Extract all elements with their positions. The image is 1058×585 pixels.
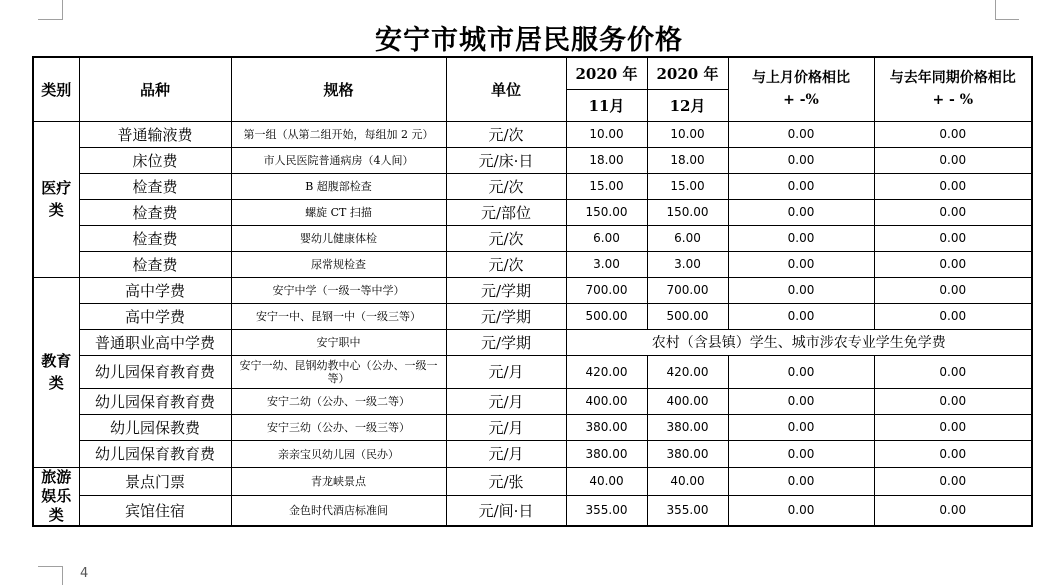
page-number: 4 xyxy=(80,566,89,581)
header-yoy xyxy=(874,57,1032,121)
table-row xyxy=(33,414,1032,440)
nov-price-cell: 18.00 xyxy=(566,147,647,173)
nov-price-cell: 6.00 xyxy=(566,225,647,251)
unit-cell: 元/次 xyxy=(446,251,566,277)
item-cell: 幼儿园保育教育费 xyxy=(79,355,231,388)
header-variety: 品种 xyxy=(79,57,231,121)
table-row xyxy=(33,329,1032,355)
header-category: 类别 xyxy=(33,57,79,121)
table-row xyxy=(33,121,1032,147)
table-row xyxy=(33,303,1032,329)
spec-cell: 安宁二幼（公办、一级二等） xyxy=(231,388,446,414)
yoy-cell: 0.00 xyxy=(874,355,1032,388)
spec-cell: 安宁一中、昆钢一中（一级三等） xyxy=(231,303,446,329)
item-cell: 检查费 xyxy=(79,225,231,251)
item-cell: 床位费 xyxy=(79,147,231,173)
mom-cell: 0.00 xyxy=(728,225,874,251)
yoy-cell: 0.00 xyxy=(874,147,1032,173)
spec-cell: 婴幼儿健康体检 xyxy=(231,225,446,251)
mom-cell: 0.00 xyxy=(728,277,874,303)
spec-cell: 安宁一幼、昆钢幼教中心（公办、一级一等） xyxy=(231,355,446,388)
spec-cell: B 超腹部检查 xyxy=(231,173,446,199)
yoy-cell: 0.00 xyxy=(874,121,1032,147)
mom-cell: 0.00 xyxy=(728,355,874,388)
dec-price-cell: 6.00 xyxy=(647,225,728,251)
header-month-1: 11月 xyxy=(566,89,647,121)
crop-mark xyxy=(995,0,996,20)
unit-cell: 元/床·日 xyxy=(446,147,566,173)
unit-cell: 元/月 xyxy=(446,440,566,467)
header-unit: 单位 xyxy=(446,57,566,121)
item-cell: 幼儿园保教费 xyxy=(79,414,231,440)
unit-cell: 元/月 xyxy=(446,388,566,414)
item-cell: 高中学费 xyxy=(79,303,231,329)
table-row xyxy=(33,147,1032,173)
mom-cell: 0.00 xyxy=(728,467,874,495)
yoy-cell: 0.00 xyxy=(874,199,1032,225)
unit-cell: 元/月 xyxy=(446,414,566,440)
table-row xyxy=(33,225,1032,251)
unit-cell: 元/学期 xyxy=(446,329,566,355)
header-year-1: 2020 年 xyxy=(566,57,647,89)
nov-price-cell: 420.00 xyxy=(566,355,647,388)
mom-cell: 0.00 xyxy=(728,303,874,329)
header-mom-unit: + -% xyxy=(783,92,819,109)
nov-price-cell: 15.00 xyxy=(566,173,647,199)
yoy-cell: 0.00 xyxy=(874,388,1032,414)
dec-price-cell: 3.00 xyxy=(647,251,728,277)
yoy-cell: 0.00 xyxy=(874,173,1032,199)
table-row xyxy=(33,199,1032,225)
item-cell: 幼儿园保育教育费 xyxy=(79,388,231,414)
dec-price-cell: 355.00 xyxy=(647,495,728,526)
item-cell: 检查费 xyxy=(79,173,231,199)
spec-cell: 亲亲宝贝幼儿园（民办） xyxy=(231,440,446,467)
spec-cell: 市人民医院普通病房（4人间） xyxy=(231,147,446,173)
unit-cell: 元/次 xyxy=(446,173,566,199)
table-row xyxy=(33,173,1032,199)
spec-cell: 尿常规检查 xyxy=(231,251,446,277)
unit-cell: 元/学期 xyxy=(446,277,566,303)
spec-cell: 安宁三幼（公办、一级三等） xyxy=(231,414,446,440)
yoy-cell: 0.00 xyxy=(874,277,1032,303)
dec-price-cell: 15.00 xyxy=(647,173,728,199)
dec-price-cell: 10.00 xyxy=(647,121,728,147)
category-tourism: 旅游娱乐类 xyxy=(33,467,79,526)
dec-price-cell: 500.00 xyxy=(647,303,728,329)
item-cell: 普通职业高中学费 xyxy=(79,329,231,355)
nov-price-cell: 500.00 xyxy=(566,303,647,329)
nov-price-cell: 400.00 xyxy=(566,388,647,414)
mom-cell: 0.00 xyxy=(728,388,874,414)
item-cell: 高中学费 xyxy=(79,277,231,303)
crop-mark xyxy=(38,566,62,567)
nov-price-cell: 40.00 xyxy=(566,467,647,495)
mom-cell: 0.00 xyxy=(728,173,874,199)
header-row xyxy=(33,57,1032,89)
unit-cell: 元/次 xyxy=(446,225,566,251)
spec-cell: 第一组（从第二组开始，每组加 2 元） xyxy=(231,121,446,147)
header-mom xyxy=(728,57,874,121)
spec-cell: 安宁职中 xyxy=(231,329,446,355)
table-row xyxy=(33,495,1032,526)
yoy-cell: 0.00 xyxy=(874,495,1032,526)
yoy-cell: 0.00 xyxy=(874,303,1032,329)
header-yoy-label: 与去年同期价格相比 xyxy=(889,70,1016,87)
item-cell: 景点门票 xyxy=(79,467,231,495)
mom-cell: 0.00 xyxy=(728,121,874,147)
header-yoy-unit: + - % xyxy=(932,92,974,109)
unit-cell: 元/月 xyxy=(446,355,566,388)
dec-price-cell: 380.00 xyxy=(647,414,728,440)
table-row xyxy=(33,251,1032,277)
table-row xyxy=(33,440,1032,467)
nov-price-cell: 380.00 xyxy=(566,440,647,467)
dec-price-cell: 400.00 xyxy=(647,388,728,414)
unit-cell: 元/间·日 xyxy=(446,495,566,526)
mom-cell: 0.00 xyxy=(728,414,874,440)
header-year-2: 2020 年 xyxy=(647,57,728,89)
dec-price-cell: 18.00 xyxy=(647,147,728,173)
note-cell: 农村（含县镇）学生、城市涉农专业学生免学费 xyxy=(566,329,1032,355)
mom-cell: 0.00 xyxy=(728,495,874,526)
yoy-cell: 0.00 xyxy=(874,251,1032,277)
nov-price-cell: 355.00 xyxy=(566,495,647,526)
nov-price-cell: 3.00 xyxy=(566,251,647,277)
dec-price-cell: 150.00 xyxy=(647,199,728,225)
item-cell: 检查费 xyxy=(79,251,231,277)
table-row xyxy=(33,467,1032,495)
dec-price-cell: 420.00 xyxy=(647,355,728,388)
dec-price-cell: 700.00 xyxy=(647,277,728,303)
yoy-cell: 0.00 xyxy=(874,414,1032,440)
unit-cell: 元/学期 xyxy=(446,303,566,329)
table-row xyxy=(33,388,1032,414)
nov-price-cell: 380.00 xyxy=(566,414,647,440)
crop-mark xyxy=(62,0,63,20)
dec-price-cell: 40.00 xyxy=(647,467,728,495)
category-medical: 医疗类 xyxy=(33,121,79,277)
yoy-cell: 0.00 xyxy=(874,440,1032,467)
header-month-2: 12月 xyxy=(647,89,728,121)
mom-cell: 0.00 xyxy=(728,199,874,225)
unit-cell: 元/次 xyxy=(446,121,566,147)
mom-cell: 0.00 xyxy=(728,440,874,467)
mom-cell: 0.00 xyxy=(728,147,874,173)
document-title: 安宁市城市居民服务价格 xyxy=(375,25,683,56)
spec-cell: 安宁中学（一级一等中学） xyxy=(231,277,446,303)
item-cell: 检查费 xyxy=(79,199,231,225)
item-cell: 普通输液费 xyxy=(79,121,231,147)
table-row xyxy=(33,277,1032,303)
yoy-cell: 0.00 xyxy=(874,467,1032,495)
unit-cell: 元/张 xyxy=(446,467,566,495)
table-row xyxy=(33,355,1032,388)
category-education: 教育类 xyxy=(33,277,79,467)
header-mom-label: 与上月价格相比 xyxy=(752,70,850,87)
yoy-cell: 0.00 xyxy=(874,225,1032,251)
nov-price-cell: 700.00 xyxy=(566,277,647,303)
spec-cell: 螺旋 CT 扫描 xyxy=(231,199,446,225)
price-table xyxy=(32,56,1033,527)
header-spec: 规格 xyxy=(231,57,446,121)
item-cell: 宾馆住宿 xyxy=(79,495,231,526)
nov-price-cell: 150.00 xyxy=(566,199,647,225)
spec-cell: 金色时代酒店标准间 xyxy=(231,495,446,526)
mom-cell: 0.00 xyxy=(728,251,874,277)
unit-cell: 元/部位 xyxy=(446,199,566,225)
spec-cell: 青龙峡景点 xyxy=(231,467,446,495)
dec-price-cell: 380.00 xyxy=(647,440,728,467)
item-cell: 幼儿园保育教育费 xyxy=(79,440,231,467)
nov-price-cell: 10.00 xyxy=(566,121,647,147)
crop-mark xyxy=(62,566,63,585)
